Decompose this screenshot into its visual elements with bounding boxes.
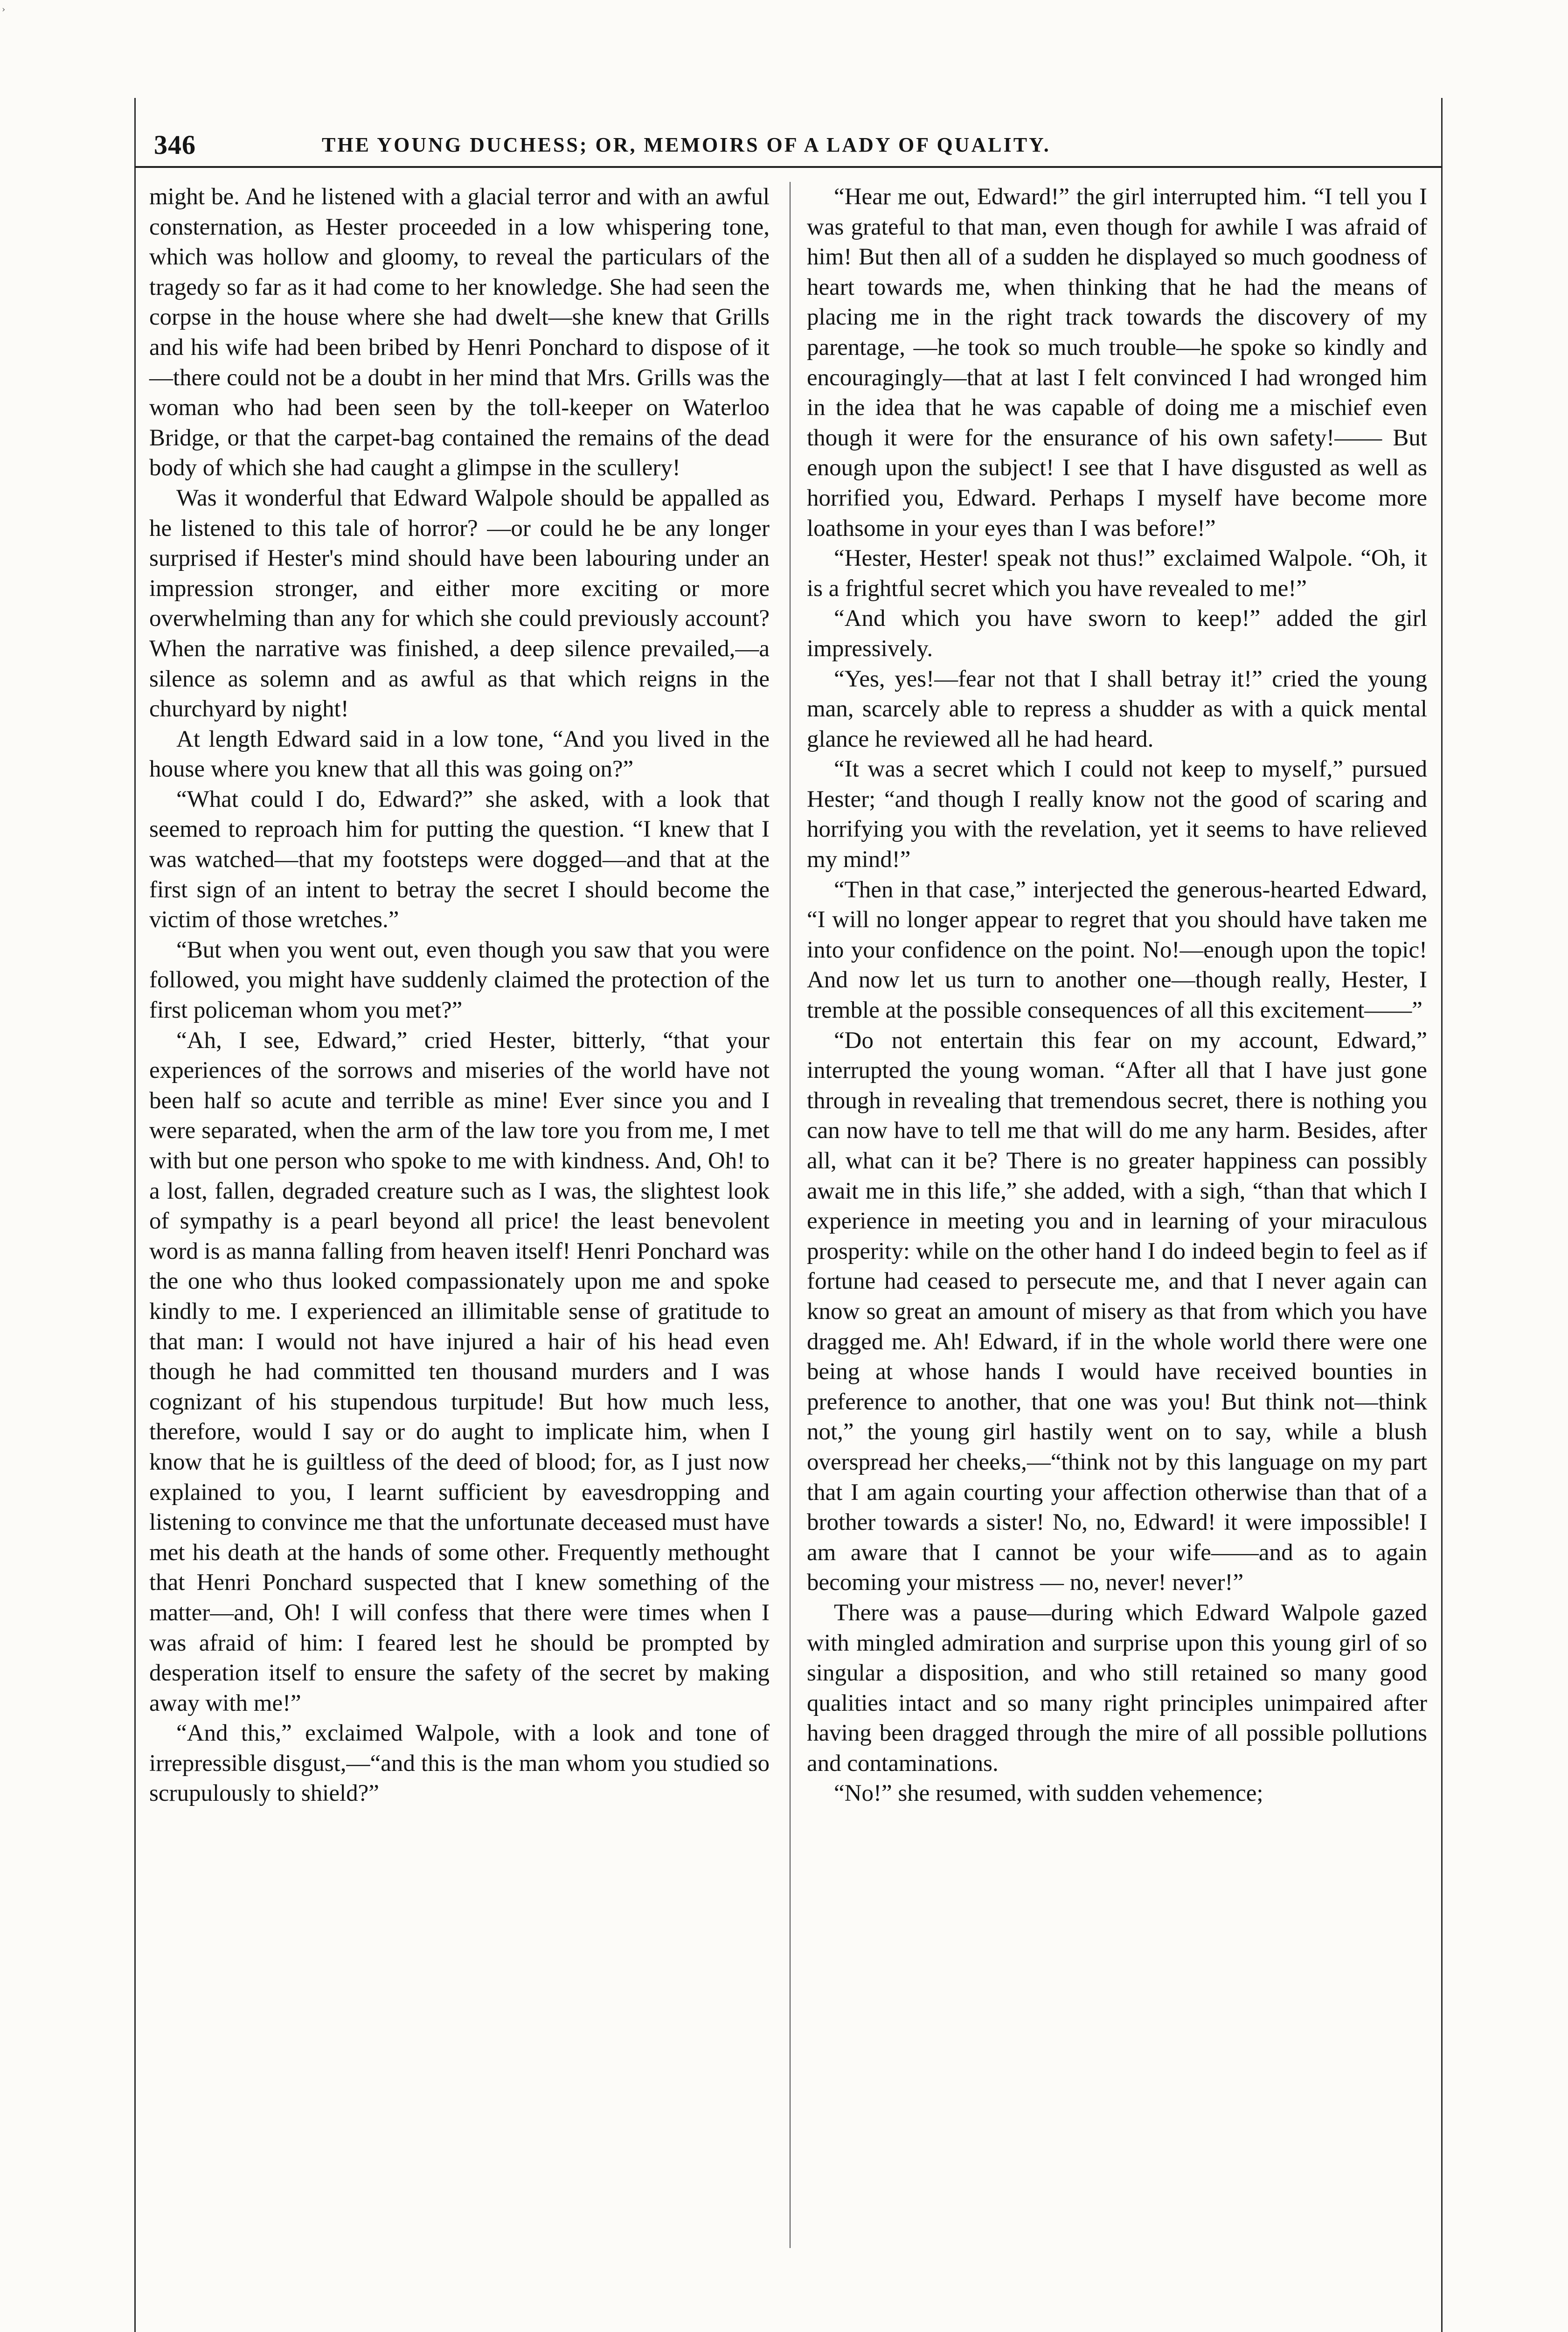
header-rule xyxy=(134,166,1443,168)
paragraph: “Ah, I see, Edward,” cried Hester, bitterly, “that your experiences of the sorrows and miseries of the world have not been half so acute and terrible as mine! Ever since you and I were separated, when the arm of the law tore you from me, I met with but one person who spoke to me with kindness. And, Oh! to a lost, fallen, degraded creature such as I was, the slightest look of sympathy is a pearl beyond all price! the least benevolent word is as manna falling from heaven itself! Henri Ponchard was the one who thus looked compassionately upon me and spoke kindly to me. I experienced an illimitable sense of gratitude to that man: I would not have injured a hair of his head even though he had committed ten thousand murders and I was cognizant of his stupendous turpitude! But how much less, therefore, would I say or do aught to implicate him, when I know that he is guiltless of the deed of blood; for, as I just now explained to you, I learnt sufficient by eavesdropping and listening to convince me that the unfortunate deceased must have met his death at the hands of some other. Frequently methought that Henri Ponchard suspected that I knew something of the matter—and, Oh! I will confess that there were times when I was afraid of him: I feared lest he should be prompted by desperation itself to ensure the safety of the secret by making away with me!” xyxy=(149,1027,770,1716)
column-divider xyxy=(790,182,791,2248)
paragraph: “Yes, yes!—fear not that I shall betray it!” cried the young man, scarcely able to repress a shudder as with a quick mental glance he reviewed all he had heard. xyxy=(807,666,1427,752)
paragraph: “And which you have sworn to keep!” added the girl impressively. xyxy=(807,605,1427,662)
left-column xyxy=(149,182,770,1809)
paragraph: “And this,” exclaimed Walpole, with a look and tone of irrepressible disgust,—“and this is the man whom you studied so scrupulously to shield?” xyxy=(149,1720,770,1807)
paragraph: At length Edward said in a low tone, “And you lived in the house where you knew that all this was going on?” xyxy=(149,726,770,783)
page-number: 346 xyxy=(154,129,196,160)
paragraph: “Do not entertain this fear on my account, Edward,” interrupted the young woman. “After all that I have just gone through in revealing that tremendous secret, there is nothing you can now have to tell me that will do me any harm. Besides, after all, what can it be? There is no greater happiness can possibly await me in this life,” she added, with a sigh, “than that which I experience in meeting you and in learning of your miraculous prosperity: while on the other hand I do indeed begin to feel as if fortune had ceased to persecute me, and that I never again can know so great an amount of misery as that from which you have dragged me. Ah! Edward, if in the whole world there were one being at whose hands I would have received bounties in preference to another, that one was you! But think not—think not,” the young girl hastily went on to say, while a blush overspread her cheeks,—“think not by this language on my part that I am again courting your affection otherwise than that of a brother towards a sister! No, no, Edward! it were impossible! I am aware that I cannot be your wife——and as to again becoming your mistress — no, never! never!” xyxy=(807,1027,1427,1596)
paragraph: “What could I do, Edward?” she asked, with a look that seemed to reproach him for putting the question. “I knew that I was watched—that my footsteps were dogged—and that at the first sign of an intent to betray the secret I should become the victim of those wretches.” xyxy=(149,786,770,933)
paragraph: “Hester, Hester! speak not thus!” exclaimed Walpole. “Oh, it is a frightful secret which you have revealed to me!” xyxy=(807,545,1427,602)
paragraph: Was it wonderful that Edward Walpole should be appalled as he listened to this tale of horror? —or could he be any longer surprised if Hester's mind should have been labouring under an impression stronger, and either more exciting or more overwhelming than any for which she could previously account? When the narrative was finished, a deep silence prevailed,—a silence as solemn and as awful as that which reigns in the churchyard by night! xyxy=(149,485,770,722)
paragraph: “It was a secret which I could not keep to myself,” pursued Hester; “and though I really know not the good of scaring and horrifying you with the revelation, yet it seems to have relieved my mind!” xyxy=(807,756,1427,873)
running-header xyxy=(154,126,1432,163)
right-page-border xyxy=(1441,98,1443,2332)
right-column xyxy=(807,182,1427,1809)
paragraph: “Then in that case,” interjected the generous-hearted Edward, “I will no longer appear to regret that you should have taken me into your confidence on the point. No!—enough upon the topic! And now let us turn to another one—though really, Hester, I tremble at the possible consequences of all this excitement——” xyxy=(807,876,1427,1024)
paragraph: “No!” she resumed, with sudden vehemence; xyxy=(834,1780,1263,1807)
paragraph: There was a pause—during which Edward Walpole gazed with mingled admiration and surprise upon this young girl of so singular a disposition, and who still retained so many good qualities intact and so many right principles unimpaired after having been dragged through the mire of all possible pollutions and contaminations. xyxy=(807,1599,1427,1777)
left-page-border xyxy=(134,98,136,2332)
paragraph: “Hear me out, Edward!” the girl interrupted him. “I tell you I was grateful to that man, even though for awhile I was afraid of him! But then all of a sudden he displayed so much goodness of heart towards me, when thinking that he had the means of placing me in the right track towards the discovery of my parentage, —he took so much trouble—he spoke so kindly and encouragingly—that at last I felt convinced I had wronged him in the idea that he was capable of doing me a mischief even though it were for the ensurance of his own safety!—— But enough upon the subject! I see that I have disgusted as well as horrified you, Edward. Perhaps I myself have become more loathsome in your eyes than I was before!” xyxy=(807,184,1427,541)
paragraph: might be. And he listened with a glacial terror and with an awful consternation, as Hester proceeded in a low whispering tone, which was hollow and gloomy, to reveal the particulars of the tragedy so far as it had come to her knowledge. She had seen the corpse in the house where she had dwelt—she knew that Grills and his wife had been bribed by Henri Ponchard to dispose of it—there could not be a doubt in her mind that Mrs. Grills was the woman who had been seen by the toll-keeper on Waterloo Bridge, or that the carpet-bag contained the remains of the dead body of which she had caught a glimpse in the scullery! xyxy=(149,184,770,481)
paragraph: “But when you went out, even though you saw that you were followed, you might have suddenly claimed the protection of the first policeman whom you met?” xyxy=(149,937,770,1024)
running-title: THE YOUNG DUCHESS; OR, MEMOIRS OF A LADY OF QUALITY. xyxy=(322,133,1051,156)
margin-mark: › xyxy=(2,5,6,14)
